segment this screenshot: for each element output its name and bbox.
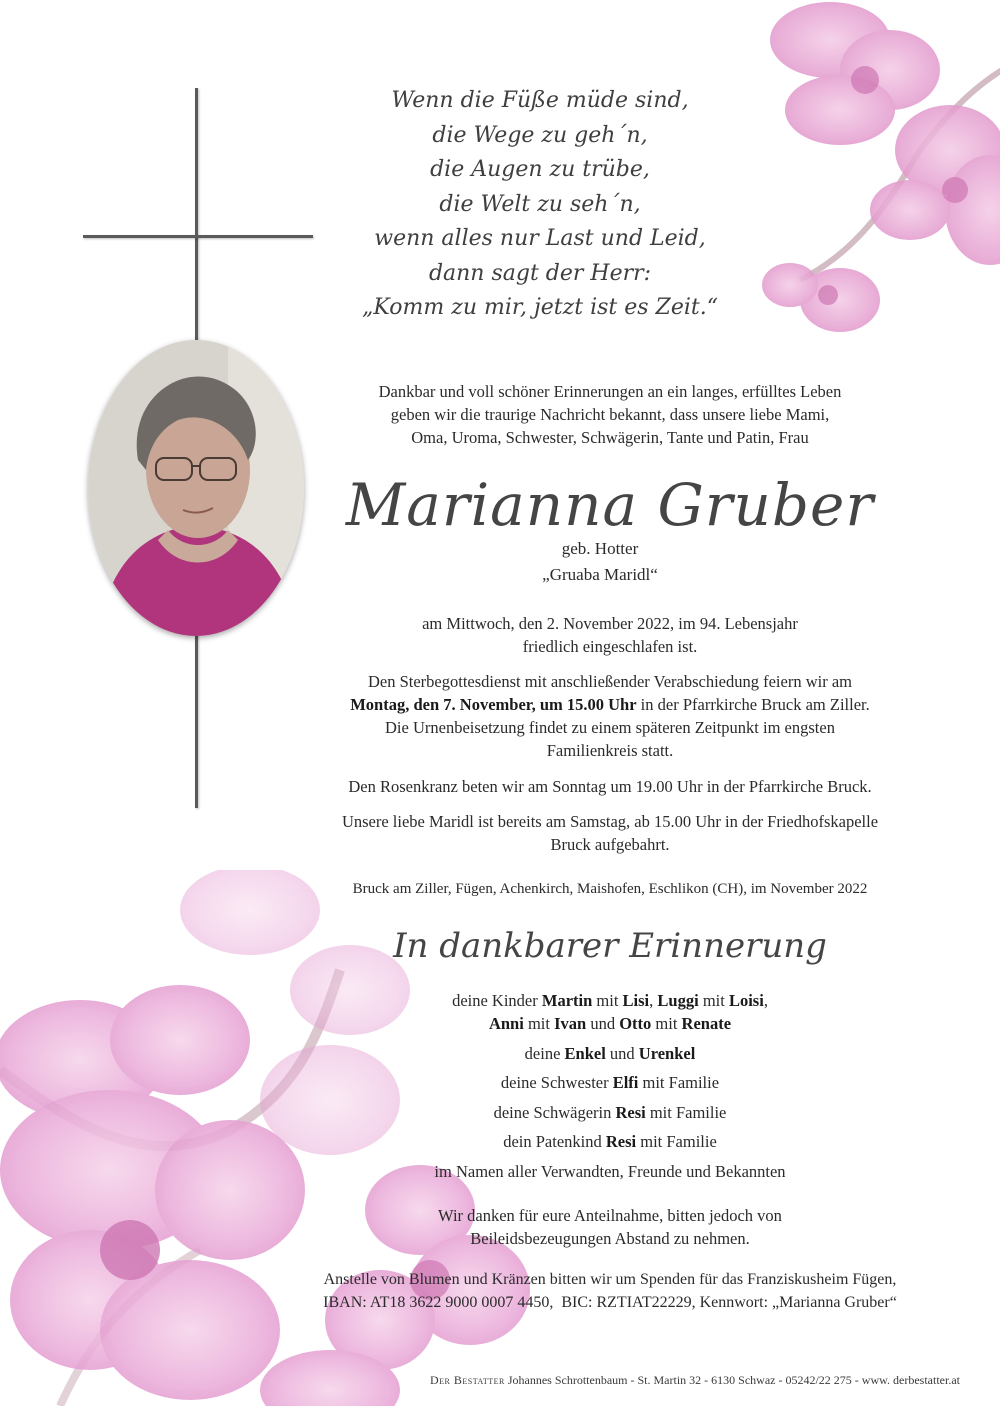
thanks-line: Wir danken für eure Anteilnahme, bitten jedoch von (438, 1206, 782, 1225)
bank-details: IBAN: AT18 3622 9000 0007 4450, BIC: RZTIAT22229, Kennwort: „Marianna Gruber“ (323, 1294, 897, 1311)
family-list (320, 989, 900, 1189)
intro-line: Oma, Uroma, Schwester, Schwägerin, Tante und Patin, Frau (411, 428, 809, 447)
intro-line: Dankbar und voll schöner Erinnerungen an ein langes, erfülltes Leben (378, 382, 842, 401)
poem-line: die Welt zu seh´n, (439, 191, 641, 217)
children-line (320, 989, 900, 1035)
death-line: am Mittwoch, den 2. November 2022, im 94. Lebensjahr (422, 614, 798, 633)
grandchildren-label: Enkel (564, 1043, 606, 1063)
poem-line: wenn alles nur Last und Leid, (374, 226, 706, 251)
funeral-home-contact: Johannes Schrottenbaum - St. Martin 32 - 6130 Schwaz - 05242/22 275 - www. derbestatter.at (504, 1373, 960, 1387)
nickname: „Gruaba Maridl“ (542, 565, 658, 584)
sister-in-law-line (320, 1101, 900, 1124)
connector: mit (698, 991, 729, 1010)
wake-line: Unsere liebe Maridl ist bereits am Samstag, ab 15.00 Uhr in der Friedhofskapelle (341, 812, 879, 831)
connector: und (605, 1043, 639, 1063)
birth-name: geb. Hotter (561, 539, 639, 558)
funeral-line: Die Urnenbeisetzung findet zu einem späteren Zeitpunkt im engsten (385, 718, 835, 737)
sister-in-law-suffix: mit Familie (645, 1102, 727, 1122)
cross-horizontal-bar (83, 235, 313, 238)
child-name: Anni (488, 1014, 524, 1033)
death-notice (300, 612, 920, 658)
godchild-suffix: mit Familie (636, 1132, 717, 1151)
connector: mit (651, 1014, 682, 1033)
child-name: Renate (681, 1014, 732, 1033)
sister-name: Elfi (612, 1073, 639, 1092)
donation-note (280, 1268, 940, 1314)
godchild-name: Resi (605, 1132, 637, 1151)
sister-prefix: deine Schwester (500, 1073, 613, 1092)
intro-line: geben wir die traurige Nachricht bekannt, dass unsere liebe Mami, (390, 405, 830, 424)
rosary-notice: Den Rosenkranz beten wir am Sonntag um 19.00 Uhr in der Pfarrkirche Bruck. (348, 777, 872, 796)
funeral-home-name: Der Bestatter (429, 1373, 505, 1387)
others-line: im Namen aller Verwandten, Freunde und Bekannten (434, 1161, 786, 1181)
connector: mit (523, 1014, 555, 1033)
child-name: Otto (619, 1014, 652, 1033)
memory-heading: In dankbarer Erinnerung (393, 926, 827, 966)
poem-line: „Komm zu mir, jetzt ist es Zeit.“ (362, 295, 718, 320)
portrait-illustration (88, 340, 304, 636)
announcement-intro (300, 380, 920, 449)
grandchildren-prefix: deine (524, 1043, 565, 1063)
child-name: Ivan (554, 1014, 587, 1033)
thanks-note (320, 1204, 900, 1250)
sister-line (320, 1071, 900, 1094)
funeral-date: Montag, den 7. November, um 15.00 Uhr (350, 695, 637, 714)
grandchildren-line (320, 1042, 900, 1065)
funeral-line (300, 693, 920, 716)
godchild-prefix: dein Patenkind (503, 1132, 606, 1151)
great-grandchildren-label: Urenkel (638, 1043, 696, 1063)
places-and-date: Bruck am Ziller, Fügen, Achenkirch, Maishofen, Eschlikon (CH), im November 2022 (352, 881, 868, 897)
orchid-flowers-top (720, 0, 1000, 340)
child-name: Lisi (622, 991, 650, 1010)
poem-line: dann sagt der Herr: (428, 260, 652, 286)
thanks-line: Beileidsbezeugungen Abstand zu nehmen. (470, 1229, 750, 1248)
portrait-photo (88, 340, 304, 636)
sister-suffix: mit Familie (638, 1073, 720, 1092)
funeral-line: Den Sterbegottesdienst mit anschließender Verabschiedung feiern wir am (367, 672, 852, 691)
poem-line: die Wege zu geh´n, (432, 122, 648, 148)
poem-line: Wenn die Füße müde sind, (391, 88, 689, 113)
children-prefix: deine Kinder (452, 991, 542, 1010)
child-name: Loisi (728, 991, 764, 1010)
poem (340, 84, 740, 326)
godchild-line (320, 1130, 900, 1153)
connector: , (763, 991, 768, 1010)
sister-in-law-name: Resi (615, 1102, 646, 1122)
connector: , (649, 991, 658, 1010)
child-name: Luggi (657, 991, 699, 1010)
donation-line: Anstelle von Blumen und Kränzen bitten wir um Spenden für das Franziskusheim Fügen, (323, 1271, 897, 1288)
wake-notice (300, 810, 920, 856)
death-line: friedlich eingeschlafen ist. (522, 637, 698, 656)
funeral-location: in der Pfarrkirche Bruck am Ziller. (636, 695, 870, 714)
connector: und (586, 1014, 620, 1033)
funeral-line: Familienkreis statt. (546, 741, 674, 760)
sister-in-law-prefix: deine Schwägerin (493, 1102, 616, 1122)
poem-line: die Augen zu trübe, (430, 157, 650, 182)
funeral-notice (300, 670, 920, 762)
deceased-name: Marianna Gruber (345, 471, 875, 539)
wake-line: Bruck aufgebahrt. (550, 835, 670, 854)
connector: mit (592, 991, 623, 1010)
funeral-home-footer (240, 1372, 960, 1388)
child-name: Martin (541, 991, 593, 1010)
